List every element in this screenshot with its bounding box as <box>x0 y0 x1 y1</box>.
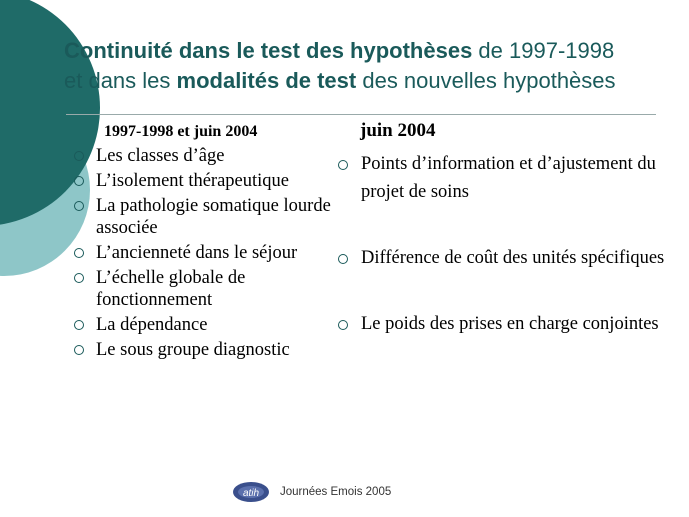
list-item <box>72 170 337 192</box>
bullet-circle-icon <box>74 345 84 355</box>
list-item-text: Le sous groupe diagnostic <box>96 340 290 360</box>
svg-text:atih: atih <box>242 488 260 499</box>
footer-text: Journées Emois 2005 <box>280 486 392 498</box>
left-column-heading: 1997-1998 et juin 2004 <box>104 123 258 140</box>
title-line-2 <box>64 66 664 96</box>
list-item <box>72 195 337 239</box>
title-line2-rest: des nouvelles hypothèses <box>356 68 616 93</box>
right-column <box>336 120 666 338</box>
bullet-circle-icon <box>74 248 84 258</box>
list-item <box>336 310 666 338</box>
list-item <box>72 242 337 264</box>
list-item <box>72 314 337 336</box>
title-line1-bold: Continuité dans le test des hypothèses <box>64 38 473 63</box>
bullet-circle-icon <box>338 254 348 264</box>
title-line2-start: et dans les <box>64 68 177 93</box>
list-item <box>72 145 337 167</box>
title-line-1 <box>64 36 664 66</box>
right-bullet-list <box>336 150 666 338</box>
list-item <box>72 267 337 311</box>
bullet-circle-icon <box>338 320 348 330</box>
bullet-circle-icon <box>74 176 84 186</box>
left-column <box>72 122 337 361</box>
title-divider <box>66 114 656 115</box>
right-column-heading: juin 2004 <box>360 120 436 141</box>
slide-title <box>64 36 664 96</box>
footer <box>232 480 391 504</box>
list-item-text: L’échelle globale de fonctionnement <box>96 268 246 310</box>
title-line2-bold: modalités de test <box>176 68 357 93</box>
list-item <box>336 244 666 272</box>
list-item-text: L’isolement thérapeutique <box>96 171 289 191</box>
list-item <box>336 150 666 206</box>
bullet-circle-icon <box>338 160 348 170</box>
list-item-text: Le poids des prises en charge conjointes <box>361 314 659 334</box>
list-item-text: La dépendance <box>96 315 208 335</box>
bullet-circle-icon <box>74 273 84 283</box>
list-item-text: L’ancienneté dans le séjour <box>96 243 298 263</box>
list-item <box>72 339 337 361</box>
list-item-text: Points d’information et d’ajustement du projet de soins <box>361 154 656 202</box>
bullet-circle-icon <box>74 320 84 330</box>
list-item-text: La pathologie somatique lourde associée <box>96 196 331 238</box>
title-line1-rest: de 1997-1998 <box>472 38 615 63</box>
bullet-circle-icon <box>74 201 84 211</box>
list-item-text: Différence de coût des unités spécifiques <box>361 248 665 268</box>
list-item-text: Les classes d’âge <box>96 146 225 166</box>
left-bullet-list <box>72 145 337 361</box>
atih-logo <box>232 481 270 503</box>
bullet-circle-icon <box>74 151 84 161</box>
